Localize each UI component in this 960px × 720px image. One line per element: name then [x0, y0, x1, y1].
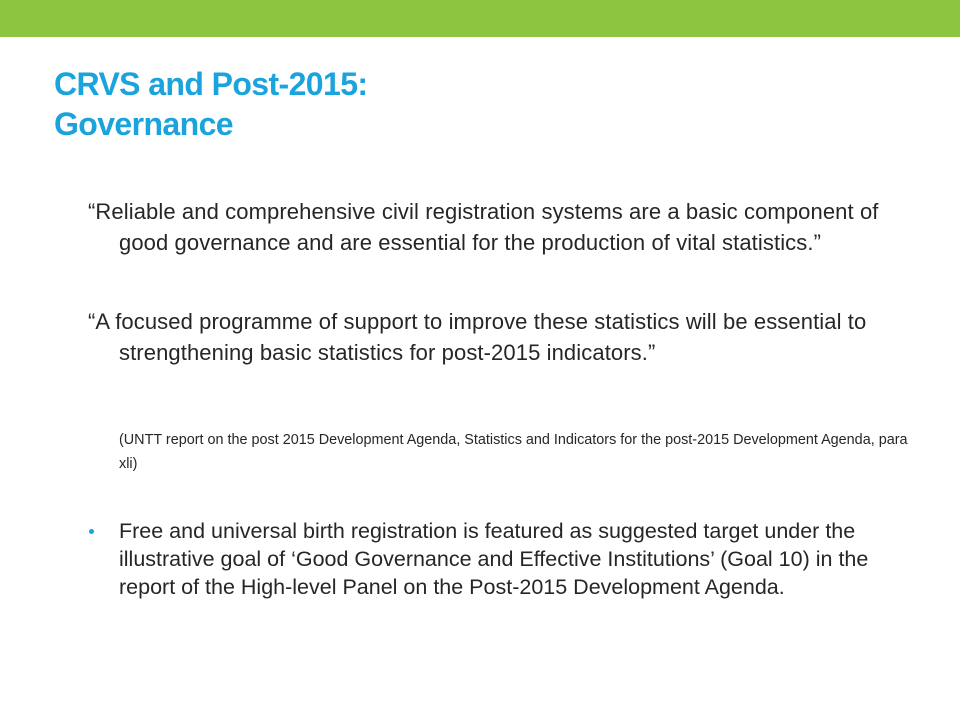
bullet-birth-registration — [88, 517, 919, 601]
slide-title-line-1: CRVS and Post-2015: — [54, 66, 368, 102]
bullet-dot-icon — [89, 529, 94, 534]
slide-title — [54, 64, 914, 144]
quote-reliable-systems: “Reliable and comprehensive civil registration systems are a basic component of good governance and are essential for the production of vital statistics.” — [88, 199, 879, 255]
slide-title-line-2: Governance — [54, 106, 233, 142]
top-accent-bar — [0, 0, 960, 37]
quote-citation: (UNTT report on the post 2015 Development Agenda, Statistics and Indicators for the post-2015 Development Agenda, para xli) — [119, 432, 908, 472]
quote-focused-programme: “A focused programme of support to improve these statistics will be essential to strengthening basic statistics for post-2015 indicators.” — [88, 309, 867, 365]
bullet-text: Free and universal birth registration is featured as suggested target under the illustrative goal of ‘Good Governance and Effective Institutions’ (Goal 10) in the report of the High-level Panel on the Post-2015 Development Agenda. — [119, 519, 869, 599]
